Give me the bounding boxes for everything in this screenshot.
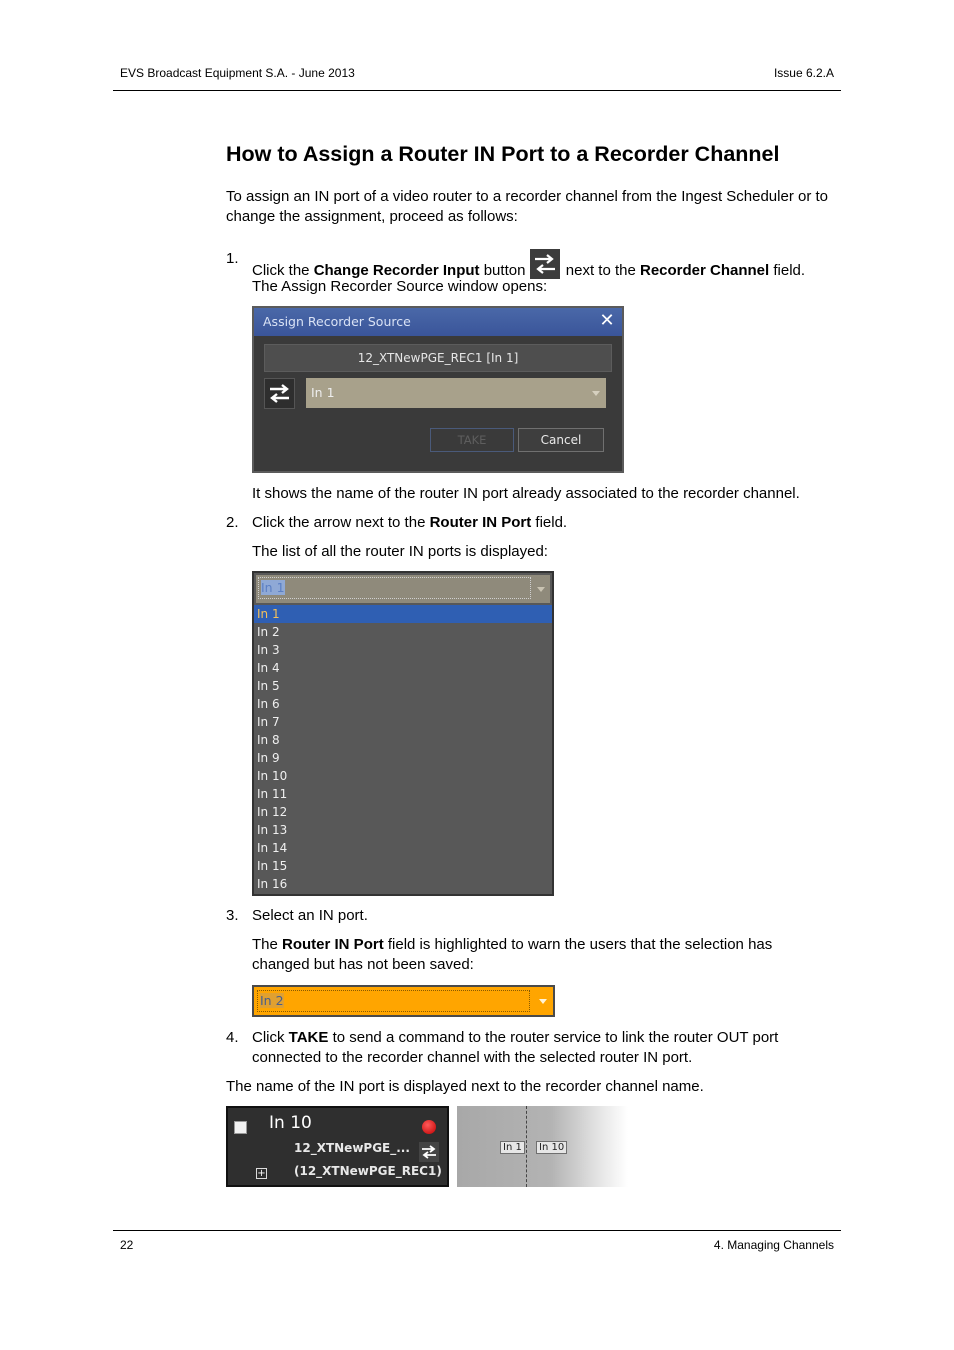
step-1-bold-button: Change Recorder Input <box>313 262 480 279</box>
step-3-number: 3. <box>226 907 239 924</box>
router-in-port-combo[interactable] <box>306 378 606 408</box>
step-2-bold: Router IN Port <box>429 514 532 531</box>
channel-name-full: (12_XTNewPGE_REC1) <box>294 1164 442 1178</box>
dropdown-current-field[interactable] <box>258 577 531 599</box>
channel-checkbox[interactable] <box>234 1121 247 1134</box>
step-4-post: to send a command to the router service to link the router OUT port <box>328 1029 779 1046</box>
dropdown-list <box>254 605 552 893</box>
dropdown-current-value: In 1 <box>261 580 285 595</box>
dropdown-item[interactable]: In 8 <box>257 733 280 747</box>
step-2-text <box>252 513 567 533</box>
recorder-channel-panel <box>226 1106 449 1187</box>
page-title: How to Assign a Router IN Port to a Recorder Channel <box>226 142 780 166</box>
step-1-mid2: next to the <box>561 262 640 279</box>
step-3-text: Select an IN port. <box>252 907 368 924</box>
router-in-port-dropdown <box>252 571 554 896</box>
change-recorder-input-icon[interactable] <box>419 1142 439 1162</box>
dropdown-item[interactable]: In 4 <box>257 661 280 675</box>
dropdown-item[interactable]: In 2 <box>257 625 280 639</box>
dropdown-item[interactable]: In 16 <box>257 877 288 891</box>
step-4-pre: Click <box>252 1029 289 1046</box>
dropdown-item[interactable]: In 14 <box>257 841 288 855</box>
recorder-channel-strip <box>226 1106 628 1187</box>
step-4-line1 <box>252 1028 778 1048</box>
step-3-note-post: field is highlighted to warn the users that the selection has <box>383 936 773 953</box>
step-3-note-bold: Router IN Port <box>282 936 384 953</box>
chevron-down-icon[interactable] <box>592 391 600 396</box>
dialog-titlebar <box>254 308 622 336</box>
router-in-port-value: In 1 <box>311 385 335 400</box>
highlighted-router-in-port-field[interactable] <box>252 985 555 1017</box>
step-1-note: The Assign Recorder Source window opens: <box>252 278 548 295</box>
record-indicator-icon <box>422 1120 436 1134</box>
dropdown-item[interactable]: In 9 <box>257 751 280 765</box>
step-4-number: 4. <box>226 1029 239 1046</box>
cancel-button[interactable]: Cancel <box>518 428 604 452</box>
dropdown-item[interactable]: In 15 <box>257 859 288 873</box>
dropdown-item[interactable]: In 3 <box>257 643 280 657</box>
step-1-bold-field: Recorder Channel <box>639 262 770 279</box>
closing-paragraph: The name of the IN port is displayed next to the recorder channel name. <box>226 1078 704 1095</box>
chevron-down-icon[interactable] <box>537 587 545 592</box>
dropdown-item[interactable]: In 13 <box>257 823 288 837</box>
highlighted-field-value: In 2 <box>260 993 284 1008</box>
highlighted-field-value-box[interactable] <box>257 990 530 1012</box>
dropdown-item[interactable]: In 7 <box>257 715 280 729</box>
step-1-post: field. <box>769 262 806 279</box>
step-1-after: It shows the name of the router IN port already associated to the recorder channel. <box>252 485 800 502</box>
timeline-separator <box>526 1106 527 1187</box>
dropdown-item[interactable]: In 12 <box>257 805 288 819</box>
step-2-number: 2. <box>226 514 239 531</box>
change-recorder-input-icon <box>530 249 560 279</box>
step-3-note-line1 <box>252 935 772 955</box>
intro-paragraph: To assign an IN port of a video router to a recorder channel from the Ingest Scheduler or to change the assignment, proceed as follows: <box>226 188 828 225</box>
channel-name-short: 12_XTNewPGE_... <box>294 1141 410 1155</box>
dropdown-item[interactable]: In 6 <box>257 697 280 711</box>
step-4-line2: connected to the recorder channel with the selected router IN port. <box>252 1049 693 1066</box>
step-1-pre: Click the <box>252 262 314 279</box>
channel-port-label: In 10 <box>269 1113 312 1133</box>
step-2-note: The list of all the router IN ports is displayed: <box>252 543 548 560</box>
swap-input-icon[interactable] <box>264 378 295 409</box>
dropdown-item[interactable]: In 5 <box>257 679 280 693</box>
step-4-bold: TAKE <box>288 1029 329 1046</box>
dialog-title: Assign Recorder Source <box>263 314 411 329</box>
dropdown-header[interactable] <box>256 575 550 603</box>
expand-plus-icon[interactable]: + <box>257 1168 266 1179</box>
close-icon[interactable]: ✕ <box>599 310 615 331</box>
header-rule <box>113 90 841 91</box>
step-3-note-line2: changed but has not been saved: <box>252 956 474 973</box>
header-right: Issue 6.2.A <box>773 66 834 80</box>
header-left: EVS Broadcast Equipment S.A. - June 2013 <box>120 66 355 80</box>
footer-section: 4. Managing Channels <box>713 1238 834 1252</box>
step-1-number: 1. <box>226 250 239 267</box>
dialog-channel-name: 12_XTNewPGE_REC1 [In 1] <box>264 344 612 372</box>
dropdown-item[interactable]: In 11 <box>257 787 288 801</box>
footer-rule <box>113 1230 841 1231</box>
dropdown-item[interactable]: In 1 <box>254 605 552 623</box>
step-1-mid: button <box>479 262 530 279</box>
assign-recorder-source-dialog <box>252 306 624 473</box>
step-3-note-pre: The <box>252 936 283 953</box>
step-2-post: field. <box>531 514 568 531</box>
chevron-down-icon[interactable] <box>539 999 547 1004</box>
take-button[interactable]: TAKE <box>430 428 514 452</box>
timeline-tag: In 1 <box>500 1141 525 1154</box>
page-number: 22 <box>120 1238 134 1252</box>
dropdown-item[interactable]: In 10 <box>257 769 288 783</box>
step-2-pre: Click the arrow next to the <box>252 514 430 531</box>
timeline-tag: In 10 <box>536 1141 567 1154</box>
